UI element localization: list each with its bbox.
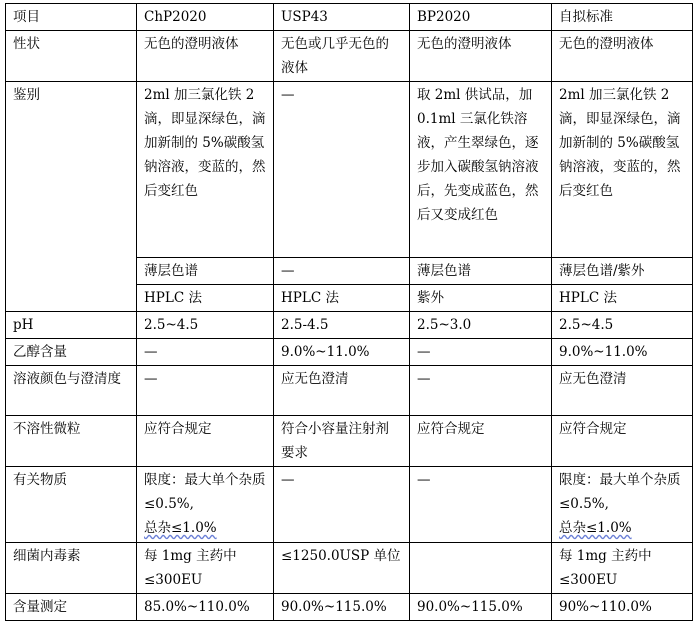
table-row (6, 366, 693, 416)
row-label: 含量测定 (6, 594, 137, 621)
row-label: 乙醇含量 (6, 339, 137, 366)
cell-bp: 90.0%~115.0% (410, 594, 552, 621)
cell-usp: ≤1250.0USP 单位 (274, 543, 410, 594)
cell-own: 9.0%~11.0% (552, 339, 693, 366)
header-own-standard: 自拟标准 (552, 4, 693, 31)
table-row (6, 339, 693, 366)
row-label: 溶液颜色与澄清度 (6, 366, 137, 416)
table-row (6, 31, 693, 82)
cell-usp: 无色或几乎无色的液体 (274, 31, 410, 82)
cell-own: 薄层色谱/紫外 (552, 258, 693, 285)
table-row (6, 594, 693, 621)
header-bp: BP2020 (410, 4, 552, 31)
cell-chp: 无色的澄明液体 (137, 31, 274, 82)
cell-own: 2ml 加三氯化铁 2 滴，即显深绿色，滴加新制的 5%碳酸氢钠溶液，变蓝的，然后变红色 (552, 82, 693, 258)
impurity-limit-text: 限度：最大单个杂质≤0.5%, (559, 472, 681, 512)
row-label: pH (6, 312, 137, 339)
impurity-limit-text: 限度：最大单个杂质≤0.5%, (144, 472, 266, 512)
cell-own: 无色的澄明液体 (552, 31, 693, 82)
cell-chp: 2ml 加三氯化铁 2 滴，即显深绿色，滴加新制的 5%碳酸氢钠溶液，变蓝的，然后变红色 (137, 82, 274, 258)
cell-usp: HPLC 法 (274, 285, 410, 312)
cell-usp: 2.5-4.5 (274, 312, 410, 339)
table-row (6, 82, 693, 258)
row-label: 有关物质 (6, 467, 137, 543)
cell-usp: 90.0%~115.0% (274, 594, 410, 621)
total-impurity-text: 总杂≤1.0% (559, 520, 632, 536)
header-item: 项目 (6, 4, 137, 31)
cell-usp: — (274, 82, 410, 258)
cell-own: HPLC 法 (552, 285, 693, 312)
standards-comparison-table (5, 3, 693, 621)
cell-bp: — (410, 339, 552, 366)
cell-own (552, 467, 693, 543)
cell-chp: 85.0%~110.0% (137, 594, 274, 621)
cell-bp: 紫外 (410, 285, 552, 312)
cell-bp: 取 2ml 供试品，加 0.1ml 三氯化铁溶液，产生翠绿色，逐步加入碳酸氢钠溶液后，先变成蓝色，然后又变成红色 (410, 82, 552, 258)
cell-bp: 应符合规定 (410, 416, 552, 467)
header-usp: USP43 (274, 4, 410, 31)
cell-bp: 无色的澄明液体 (410, 31, 552, 82)
row-label: 细菌内毒素 (6, 543, 137, 594)
cell-chp: 2.5~4.5 (137, 312, 274, 339)
cell-bp: 薄层色谱 (410, 258, 552, 285)
cell-own: 90%~110.0% (552, 594, 693, 621)
cell-chp: 应符合规定 (137, 416, 274, 467)
cell-bp: — (410, 366, 552, 416)
cell-usp: 9.0%~11.0% (274, 339, 410, 366)
cell-own: 2.5~4.5 (552, 312, 693, 339)
row-label: 不溶性微粒 (6, 416, 137, 467)
cell-usp: — (274, 467, 410, 543)
cell-usp: 应无色澄清 (274, 366, 410, 416)
cell-usp: — (274, 258, 410, 285)
header-chp: ChP2020 (137, 4, 274, 31)
cell-usp: 符合小容量注射剂要求 (274, 416, 410, 467)
cell-chp: — (137, 366, 274, 416)
row-label: 性状 (6, 31, 137, 82)
cell-chp: 每 1mg 主药中≤300EU (137, 543, 274, 594)
header-row (6, 4, 693, 31)
table-row (6, 467, 693, 543)
cell-chp: — (137, 339, 274, 366)
cell-chp (137, 467, 274, 543)
total-impurity-text: 总杂≤1.0% (144, 520, 217, 536)
cell-own: 应无色澄清 (552, 366, 693, 416)
table-row (6, 312, 693, 339)
cell-bp (410, 543, 552, 594)
cell-own: 应符合规定 (552, 416, 693, 467)
cell-chp: HPLC 法 (137, 285, 274, 312)
cell-bp: 2.5~3.0 (410, 312, 552, 339)
cell-bp: — (410, 467, 552, 543)
row-label: 鉴别 (6, 82, 137, 312)
table-row (6, 416, 693, 467)
cell-chp: 薄层色谱 (137, 258, 274, 285)
table-row (6, 543, 693, 594)
cell-own: 每 1mg 主药中≤300EU (552, 543, 693, 594)
